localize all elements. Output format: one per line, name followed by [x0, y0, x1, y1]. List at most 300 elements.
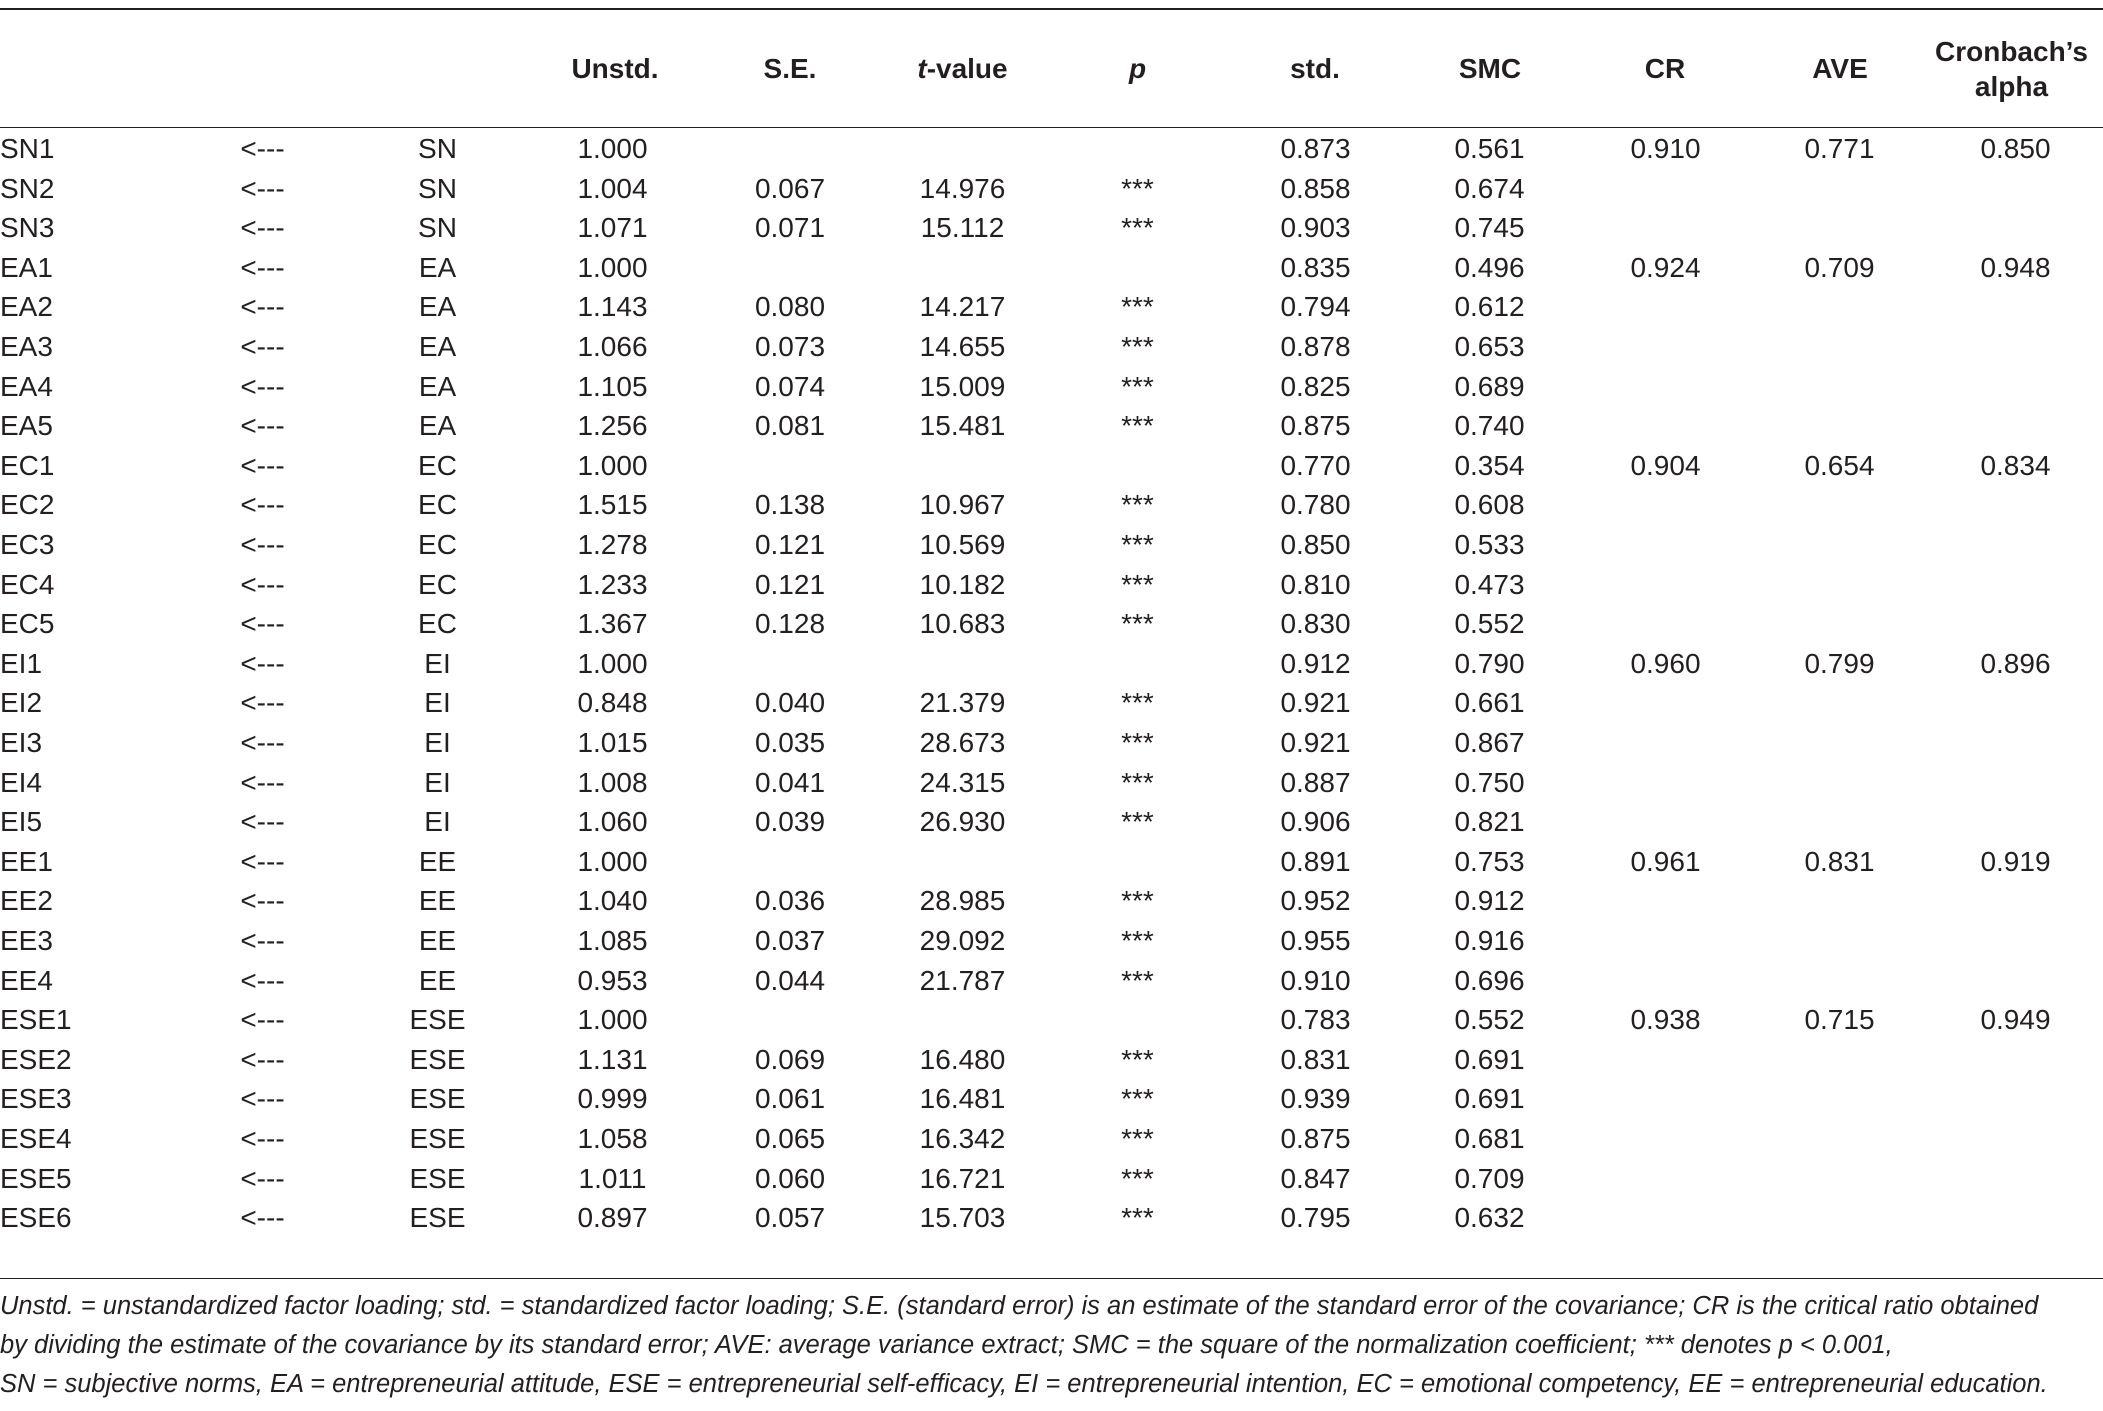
- cell-std: 0.875: [1280, 410, 1351, 442]
- cell-smc: 0.661: [1454, 687, 1525, 719]
- cell-p: [1085, 1000, 1190, 1040]
- cell-unstd: 1.000: [577, 449, 648, 481]
- cell-smc: 0.608: [1454, 489, 1525, 521]
- cell-se: [735, 446, 845, 486]
- cell-se: 0.040: [754, 687, 826, 719]
- cell-std: 0.810: [1280, 568, 1351, 600]
- table-row: [0, 327, 2103, 367]
- cell-ave: 0.831: [1804, 845, 1875, 877]
- cell-smc: 0.821: [1454, 806, 1525, 838]
- cell-cr: [1608, 485, 1723, 525]
- cell-t: [905, 1000, 1020, 1040]
- cell-arrow: <---: [240, 806, 285, 838]
- cell-cr: 0.938: [1630, 1004, 1701, 1036]
- cell-factor: SN: [418, 172, 457, 204]
- cell-item: SN3: [0, 212, 55, 244]
- cell-cr: [1608, 367, 1723, 407]
- header-alpha-line2: alpha: [1974, 70, 2049, 102]
- cell-unstd: 1.058: [577, 1123, 648, 1154]
- table-row: [0, 485, 2103, 525]
- cell-unstd: 1.256: [577, 410, 648, 442]
- cell-factor: ESE: [409, 1202, 466, 1234]
- cell-unstd: 1.000: [577, 1004, 648, 1036]
- cell-item: ESE2: [0, 1043, 72, 1075]
- cell-smc: 0.916: [1454, 925, 1525, 956]
- cell-unstd: 1.015: [577, 727, 648, 758]
- header-p: [1065, 10, 1210, 127]
- cell-se: 0.060: [754, 1162, 826, 1194]
- cell-std: 0.939: [1280, 1083, 1351, 1115]
- cell-arrow: <---: [240, 1043, 285, 1075]
- cell-alpha: [1958, 723, 2073, 763]
- table-row: [0, 1000, 2103, 1040]
- cell-unstd: 0.848: [577, 687, 648, 719]
- cell-t: 14.217: [919, 291, 1006, 323]
- cell-se: 0.128: [754, 608, 826, 640]
- cell-alpha: [1958, 921, 2073, 961]
- cell-t: 15.009: [919, 370, 1006, 402]
- cell-t: 29.092: [919, 925, 1006, 956]
- cell-t: [905, 129, 1020, 169]
- cell-cr: [1608, 525, 1723, 565]
- cell-cr: [1608, 208, 1723, 248]
- cell-alpha: [1958, 1119, 2073, 1159]
- cell-ave: [1782, 287, 1897, 327]
- cell-ave: [1782, 169, 1897, 209]
- cell-t: 10.182: [919, 568, 1006, 600]
- cell-cr: [1608, 921, 1723, 961]
- cell-cr: [1608, 1079, 1723, 1119]
- cell-unstd: 1.060: [577, 806, 648, 838]
- cell-unstd: 1.000: [577, 845, 648, 877]
- cell-p: ***: [1121, 964, 1154, 996]
- cell-ave: [1782, 1198, 1897, 1238]
- cell-p: ***: [1121, 568, 1154, 600]
- cell-item: EC3: [0, 529, 55, 560]
- cell-item: ESE6: [0, 1202, 72, 1234]
- cell-std: 0.903: [1280, 212, 1351, 244]
- header-divider-rule: [0, 127, 2103, 128]
- cell-t: 21.379: [919, 687, 1006, 719]
- header-se: S.E.: [763, 53, 817, 84]
- table-row: [0, 169, 2103, 209]
- cell-p: ***: [1121, 925, 1154, 956]
- table-row: [0, 287, 2103, 327]
- cell-factor: SN: [418, 133, 457, 164]
- cell-cr: [1608, 1159, 1723, 1199]
- cell-item: ESE3: [0, 1083, 72, 1115]
- cell-item: EA2: [0, 291, 53, 323]
- cell-smc: 0.681: [1454, 1123, 1525, 1154]
- cell-ave: [1782, 525, 1897, 565]
- table-row: [0, 1119, 2103, 1159]
- cell-alpha: [1958, 802, 2073, 842]
- cell-alpha: [1958, 169, 2073, 209]
- cell-se: 0.035: [754, 727, 826, 758]
- cell-unstd: 1.515: [577, 489, 648, 521]
- cell-cr: 0.904: [1630, 449, 1701, 481]
- cell-alpha: [1958, 208, 2073, 248]
- cell-p: ***: [1121, 212, 1154, 244]
- cell-t: 14.976: [919, 172, 1006, 204]
- footnote-line-1: Unstd. = unstandardized factor loading; std. = standardized factor loading; S.E. (standard error) is an estimate of the standard error of the covariance; CR is the critical ratio obtained: [0, 1292, 2039, 1320]
- cell-std: 0.878: [1280, 331, 1351, 362]
- cell-alpha: [1958, 683, 2073, 723]
- cell-se: [735, 644, 845, 684]
- cell-smc: 0.653: [1454, 331, 1525, 362]
- cell-p: ***: [1121, 331, 1154, 362]
- cell-std: 0.887: [1280, 766, 1351, 798]
- cell-alpha: [1958, 1159, 2073, 1199]
- cell-smc: 0.561: [1454, 133, 1525, 164]
- header-std: std.: [1290, 53, 1340, 84]
- cell-std: 0.825: [1280, 370, 1351, 402]
- cell-item: ESE1: [0, 1004, 72, 1036]
- cell-t: 10.967: [919, 489, 1006, 521]
- cell-smc: 0.632: [1454, 1202, 1525, 1234]
- cell-factor: EA: [418, 251, 457, 283]
- cell-arrow: <---: [240, 370, 285, 402]
- cell-se: 0.065: [754, 1123, 826, 1154]
- cell-p: ***: [1121, 1083, 1154, 1115]
- cell-smc: 0.790: [1454, 647, 1525, 679]
- cell-p: ***: [1121, 291, 1154, 323]
- cell-smc: 0.691: [1454, 1083, 1525, 1115]
- cell-p: ***: [1121, 1162, 1154, 1194]
- cell-arrow: <---: [240, 449, 285, 481]
- cell-smc: 0.552: [1454, 1004, 1525, 1036]
- cell-t: 15.112: [920, 212, 1005, 244]
- cell-smc: 0.533: [1454, 529, 1525, 560]
- cell-alpha: [1958, 881, 2073, 921]
- cell-p: ***: [1121, 1043, 1154, 1075]
- cell-std: 0.831: [1280, 1043, 1351, 1075]
- table-row: [0, 802, 2103, 842]
- cell-p: [1085, 129, 1190, 169]
- table-row: [0, 604, 2103, 644]
- cell-ave: [1782, 1040, 1897, 1080]
- cell-std: 0.921: [1280, 727, 1351, 758]
- cell-smc: 0.750: [1454, 766, 1525, 798]
- cell-cr: [1608, 406, 1723, 446]
- cell-alpha: [1958, 485, 2073, 525]
- cell-item: EA5: [0, 410, 53, 442]
- cell-p: ***: [1121, 766, 1154, 798]
- table-row: [0, 842, 2103, 882]
- cell-smc: 0.696: [1454, 964, 1525, 996]
- cell-arrow: <---: [240, 331, 285, 362]
- cell-ave: [1782, 723, 1897, 763]
- cell-smc: 0.689: [1454, 370, 1525, 402]
- header-ave: AVE: [1812, 53, 1868, 84]
- cell-item: EI1: [0, 647, 43, 679]
- cell-arrow: <---: [240, 727, 285, 758]
- cell-t: 21.787: [919, 964, 1006, 996]
- cell-se: 0.074: [754, 370, 826, 402]
- cell-cr: [1608, 565, 1723, 605]
- cell-cr: [1608, 604, 1723, 644]
- cell-se: 0.071: [754, 212, 826, 244]
- cell-factor: EC: [418, 489, 457, 521]
- header-t-suffix: -value: [926, 53, 1008, 84]
- cell-factor: EI: [424, 806, 451, 838]
- cell-t: [905, 446, 1020, 486]
- cell-arrow: <---: [240, 766, 285, 798]
- cell-item: EI4: [0, 766, 43, 798]
- cell-unstd: 1.071: [577, 212, 648, 244]
- cell-se: 0.036: [754, 885, 826, 917]
- cell-se: [735, 248, 845, 288]
- cell-t: 28.985: [919, 885, 1006, 917]
- cell-cr: [1608, 723, 1723, 763]
- cell-p: [1085, 248, 1190, 288]
- cell-alpha: 0.850: [1980, 133, 2051, 164]
- cell-std: 0.875: [1280, 1123, 1351, 1154]
- cell-unstd: 1.278: [577, 529, 648, 560]
- table-row: [0, 208, 2103, 248]
- header-alpha-line1: Cronbach’s: [1935, 35, 2088, 67]
- cell-item: EC4: [0, 568, 55, 600]
- cell-t: 16.480: [919, 1043, 1006, 1075]
- cell-cr: [1608, 1040, 1723, 1080]
- cell-alpha: [1958, 1079, 2073, 1119]
- cell-unstd: 0.999: [577, 1083, 648, 1115]
- table-row: [0, 367, 2103, 407]
- cell-cr: 0.910: [1630, 133, 1701, 164]
- cell-factor: SN: [418, 212, 457, 244]
- cell-item: EE4: [0, 964, 53, 996]
- cell-arrow: <---: [240, 251, 285, 283]
- cell-std: 0.783: [1280, 1004, 1351, 1036]
- cell-ave: [1782, 327, 1897, 367]
- cell-ave: [1782, 763, 1897, 803]
- cell-alpha: [1958, 1198, 2073, 1238]
- cell-item: EC5: [0, 608, 55, 640]
- table-footnote: [0, 1287, 2103, 1404]
- cell-std: 0.858: [1280, 172, 1351, 204]
- cell-t: 14.655: [919, 331, 1006, 362]
- cell-se: 0.121: [754, 568, 826, 600]
- cell-arrow: <---: [240, 964, 285, 996]
- cell-p: ***: [1121, 608, 1154, 640]
- table-row: [0, 248, 2103, 288]
- cell-ave: [1782, 485, 1897, 525]
- cell-factor: EA: [418, 410, 457, 442]
- cell-unstd: 1.040: [577, 885, 648, 917]
- cell-unstd: 1.367: [577, 608, 648, 640]
- cell-alpha: [1958, 763, 2073, 803]
- cell-smc: 0.753: [1454, 845, 1525, 877]
- cell-std: 0.921: [1280, 687, 1351, 719]
- cell-unstd: 1.000: [577, 647, 648, 679]
- cell-p: ***: [1121, 1202, 1154, 1234]
- cell-p: ***: [1121, 1123, 1154, 1154]
- cell-alpha: 0.949: [1980, 1004, 2051, 1036]
- cell-se: 0.039: [754, 806, 826, 838]
- cell-smc: 0.691: [1454, 1043, 1525, 1075]
- cell-se: [735, 129, 845, 169]
- cell-item: EA1: [0, 251, 53, 283]
- cell-alpha: 0.834: [1980, 449, 2051, 481]
- cell-cr: [1608, 802, 1723, 842]
- header-cr: CR: [1644, 53, 1686, 84]
- cell-ave: [1782, 1159, 1897, 1199]
- cell-item: SN2: [0, 172, 55, 204]
- cell-arrow: <---: [240, 1123, 285, 1154]
- table-row: [0, 1198, 2103, 1238]
- cell-se: 0.044: [754, 964, 826, 996]
- cell-t: 10.683: [919, 608, 1006, 640]
- cell-smc: 0.912: [1454, 885, 1525, 917]
- cell-ave: [1782, 406, 1897, 446]
- cell-factor: EC: [418, 529, 457, 560]
- cell-std: 0.794: [1280, 291, 1351, 323]
- cell-ave: [1782, 367, 1897, 407]
- cell-arrow: <---: [240, 291, 285, 323]
- table-row: [0, 683, 2103, 723]
- cell-std: 0.835: [1280, 251, 1351, 283]
- cell-ave: [1782, 961, 1897, 1001]
- cell-std: 0.850: [1280, 529, 1351, 560]
- cell-factor: EE: [418, 885, 457, 917]
- cell-cr: [1608, 287, 1723, 327]
- footnote-line-3: SN = subjective norms, EA = entrepreneurial attitude, ESE = entrepreneurial self-efficacy, EI = entrepreneurial intention, EC = emotional competency, EE = entrepreneurial education.: [0, 1370, 2048, 1398]
- cell-smc: 0.354: [1454, 449, 1525, 481]
- footnote-line-2: by dividing the estimate of the covariance by its standard error; AVE: average variance extract; SMC = the square of the normalization coefficient; *** denotes p < 0.001,: [0, 1331, 1893, 1359]
- cell-ave: 0.799: [1804, 647, 1875, 679]
- cell-smc: 0.867: [1454, 727, 1525, 758]
- cell-smc: 0.709: [1454, 1162, 1525, 1194]
- cell-p: ***: [1121, 806, 1154, 838]
- cell-t: [905, 842, 1020, 882]
- cell-factor: EC: [418, 449, 457, 481]
- cell-std: 0.891: [1280, 845, 1351, 877]
- cell-unstd: 1.004: [577, 172, 648, 204]
- header-t-value: [870, 10, 1055, 127]
- cell-ave: 0.709: [1804, 251, 1875, 283]
- cell-std: 0.955: [1280, 925, 1351, 956]
- cell-arrow: <---: [240, 608, 285, 640]
- cell-ave: 0.771: [1804, 133, 1875, 164]
- cell-smc: 0.612: [1454, 291, 1525, 323]
- table-row: [0, 446, 2103, 486]
- cell-factor: EI: [424, 687, 451, 719]
- cell-t: 10.569: [919, 529, 1006, 560]
- cell-alpha: [1958, 1040, 2073, 1080]
- cell-cr: [1608, 683, 1723, 723]
- cell-arrow: <---: [240, 133, 285, 164]
- cell-factor: EE: [418, 964, 457, 996]
- cell-alpha: [1958, 961, 2073, 1001]
- cell-alpha: [1958, 525, 2073, 565]
- cell-unstd: 1.000: [577, 133, 648, 164]
- cell-p: ***: [1121, 410, 1154, 442]
- cell-unstd: 0.897: [577, 1202, 648, 1234]
- cell-item: EA3: [0, 331, 53, 362]
- cell-unstd: 0.953: [577, 964, 648, 996]
- table-row: [0, 881, 2103, 921]
- cell-std: 0.847: [1280, 1162, 1351, 1194]
- cell-alpha: 0.896: [1980, 647, 2051, 679]
- cell-se: 0.067: [754, 172, 826, 204]
- cell-cr: 0.961: [1630, 845, 1701, 877]
- cell-item: EE3: [0, 925, 53, 956]
- cell-ave: 0.715: [1804, 1004, 1875, 1036]
- table-row: [0, 1040, 2103, 1080]
- cell-ave: [1782, 802, 1897, 842]
- cell-unstd: 1.066: [577, 331, 648, 362]
- cell-factor: EE: [418, 845, 457, 877]
- cell-unstd: 1.131: [577, 1043, 648, 1075]
- cell-se: 0.073: [754, 331, 826, 362]
- header-p-italic: p: [1128, 53, 1147, 84]
- cell-se: 0.061: [754, 1083, 826, 1115]
- cell-factor: EI: [424, 727, 451, 758]
- cell-se: 0.080: [754, 291, 826, 323]
- cell-arrow: <---: [240, 172, 285, 204]
- cell-cr: [1608, 327, 1723, 367]
- cell-ave: [1782, 683, 1897, 723]
- cell-item: EI2: [0, 687, 43, 719]
- cell-se: [735, 1000, 845, 1040]
- cell-factor: ESE: [409, 1162, 466, 1194]
- cell-p: ***: [1121, 727, 1154, 758]
- cell-arrow: <---: [240, 845, 285, 877]
- cell-factor: ESE: [409, 1083, 466, 1115]
- cell-smc: 0.740: [1454, 410, 1525, 442]
- cell-item: EI3: [0, 727, 43, 758]
- header-cronbach-alpha: [1920, 10, 2103, 127]
- cell-cr: [1608, 961, 1723, 1001]
- table-row: [0, 1159, 2103, 1199]
- cell-item: EE1: [0, 845, 53, 877]
- cell-std: 0.952: [1280, 885, 1351, 917]
- cell-alpha: 0.948: [1980, 251, 2051, 283]
- cell-arrow: <---: [240, 529, 285, 560]
- cell-item: ESE5: [0, 1162, 72, 1194]
- cell-smc: 0.496: [1454, 251, 1525, 283]
- table-row: [0, 921, 2103, 961]
- cell-arrow: <---: [240, 1202, 285, 1234]
- cell-ave: 0.654: [1804, 449, 1875, 481]
- cell-p: ***: [1121, 687, 1154, 719]
- cell-p: ***: [1121, 370, 1154, 402]
- cell-factor: EI: [424, 647, 451, 679]
- table-row: [0, 644, 2103, 684]
- cell-arrow: <---: [240, 1004, 285, 1036]
- cell-arrow: <---: [240, 212, 285, 244]
- cell-unstd: 1.233: [577, 568, 648, 600]
- cell-t: 16.342: [919, 1123, 1006, 1154]
- cell-smc: 0.473: [1454, 568, 1525, 600]
- cell-cr: [1608, 763, 1723, 803]
- cell-factor: EC: [418, 608, 457, 640]
- cell-cr: [1608, 1119, 1723, 1159]
- cell-item: EI5: [0, 806, 43, 838]
- cell-alpha: 0.919: [1980, 845, 2051, 877]
- cell-unstd: 1.000: [577, 251, 648, 283]
- cell-alpha: [1958, 406, 2073, 446]
- cell-arrow: <---: [240, 489, 285, 521]
- cell-t: 24.315: [919, 766, 1006, 798]
- cell-arrow: <---: [240, 1083, 285, 1115]
- cell-item: SN1: [0, 133, 55, 164]
- cell-arrow: <---: [240, 885, 285, 917]
- cell-t: 15.481: [919, 410, 1006, 442]
- cell-cr: 0.960: [1630, 647, 1701, 679]
- cell-alpha: [1958, 565, 2073, 605]
- header-t-italic: t: [917, 53, 927, 84]
